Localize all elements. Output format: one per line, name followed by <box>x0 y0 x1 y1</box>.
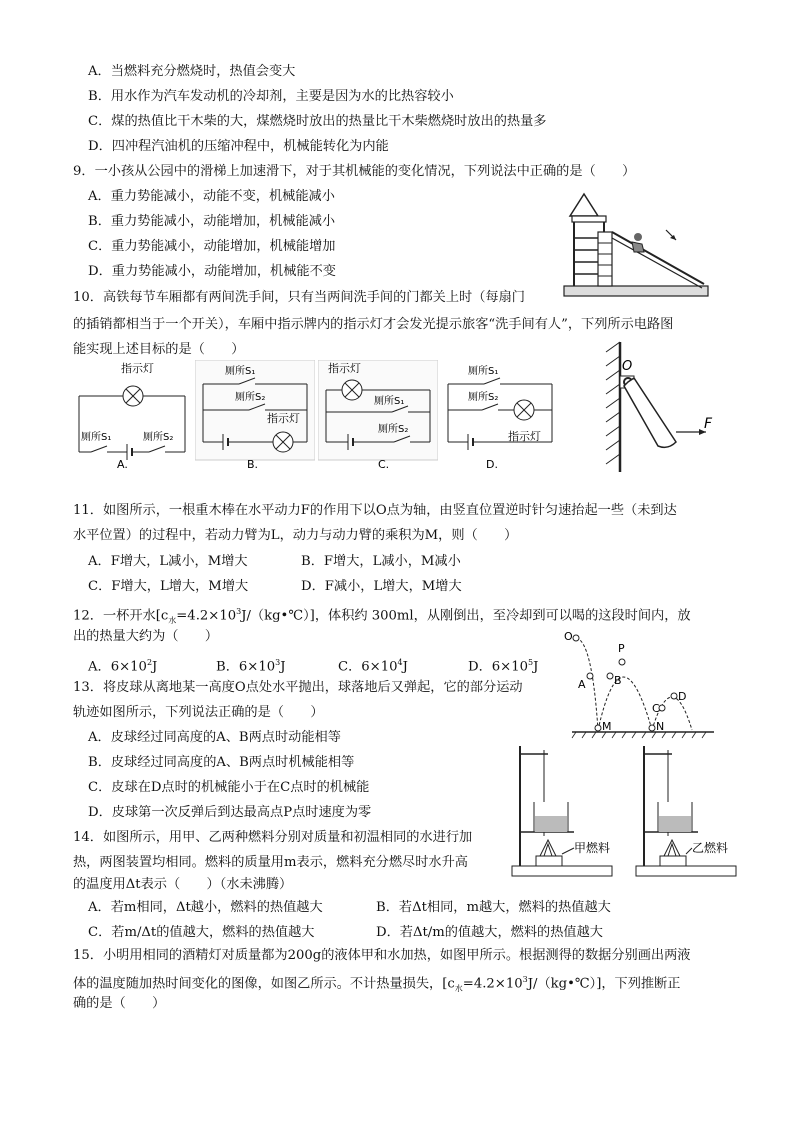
circuit-a <box>73 360 191 470</box>
circuit-a-s2-label: 厕所S₂ <box>143 432 174 443</box>
q14-line2: 热，两图装置均相同。燃料的质量用m表示，燃料充分燃尽时水升高 <box>73 855 468 870</box>
q13-line1: 13．将皮球从离地某一高度O点处水平抛出，球落地后又弹起，它的部分运动 <box>73 680 523 695</box>
q12-option-a: A．$6\times 10^2J$ <box>88 658 158 675</box>
q11-line2: 水平位置）的过程中，若动力臂为L，动力与动力臂的乘积为M，则（ ） <box>73 528 518 543</box>
circuit-c-lamp-label: 指示灯 <box>328 362 361 375</box>
q11-option-a: A．F增大，L减小，M增大 <box>88 554 248 569</box>
ball-label-a: A <box>578 678 586 691</box>
q11-option-b: B．F增大，L减小，M减小 <box>301 554 461 569</box>
q12-option-c: C．$6\times 10^4J$ <box>338 658 408 675</box>
q15-line3: 确的是（ ） <box>73 996 166 1011</box>
circuit-d-lamp-label: 指示灯 <box>508 430 541 443</box>
q9-option-b: B．重力势能减小，动能增加，机械能减小 <box>88 214 336 229</box>
q11-option-d: D．F减小，L增大，M增大 <box>301 579 462 594</box>
circuit-a-label: A. <box>117 458 128 470</box>
q8-option-b: B．用水作为汽车发动机的冷却剂，主要是因为水的比热容较小 <box>88 89 454 104</box>
q9-option-a: A．重力势能减小，动能不变，机械能减小 <box>88 189 335 204</box>
circuit-c-label: C. <box>378 458 390 470</box>
q12-option-d: D．$6\times 10^5J$ <box>468 658 539 675</box>
q9-option-c: C．重力势能减小，动能增加，机械能增加 <box>88 239 336 254</box>
q14-option-d: D．若Δt/m的值越大，燃料的热值越大 <box>376 925 603 940</box>
heating-apparatus-figure <box>508 740 740 882</box>
ball-trajectory-figure <box>562 628 718 740</box>
circuit-b <box>195 360 315 470</box>
q10-line2: 的插销都相当于一个开关），车厢中指示牌内的指示灯才会发光提示旅客“洗手间有人”，下列所示电路图 <box>73 317 674 332</box>
q8-option-a: A．当燃料充分燃烧时，热值会变大 <box>88 64 296 79</box>
circuit-b-s1-label: 厕所S₁ <box>225 366 256 377</box>
q12-line1: 12．一杯开水$[c_水=4.2\times 10^3J/(kg•℃)]$，体积约 300ml，从刚倒出，至冷却到可以喝的这段时间内，放 <box>73 607 691 626</box>
q14-option-c: C．若m/Δt的值越大，燃料的热值越大 <box>88 925 315 940</box>
ball-label-o: O <box>564 630 573 643</box>
ball-label-c: C <box>652 702 660 715</box>
circuit-c <box>318 360 438 470</box>
q15-line1: 15．小明用相同的酒精灯对质量都为200g的液体甲和水加热，如图甲所示。根据测得的数据分别画出两液 <box>73 948 691 963</box>
ball-label-p: P <box>618 642 625 655</box>
fuel-a-label: 甲燃料 <box>574 841 611 855</box>
q13-option-c: C．皮球在D点时的机械能小于在C点时的机械能 <box>88 780 370 795</box>
q14-option-a: A．若m相同，Δt越小，燃料的热值越大 <box>88 900 323 915</box>
slide-figure <box>562 188 712 300</box>
q12-line2: 出的热量大约为（ ） <box>73 629 219 644</box>
q13-option-d: D．皮球第一次反弹后到达最高点P点时速度为零 <box>88 805 372 820</box>
q14-line3: 的温度用Δt表示（ ）（水未沸腾） <box>73 877 293 892</box>
circuit-b-s2-label: 厕所S₂ <box>235 392 266 403</box>
q13-option-b: B．皮球经过同高度的A、B两点时机械能相等 <box>88 755 355 770</box>
q8-option-d: D．四冲程汽油机的压缩冲程中，机械能转化为内能 <box>88 139 389 154</box>
q11-option-c: C．F增大，L增大，M增大 <box>88 579 249 594</box>
circuit-b-lamp-label: 指示灯 <box>267 412 300 425</box>
ball-label-n: N <box>656 720 665 733</box>
q13-option-a: A．皮球经过同高度的A、B两点时动能相等 <box>88 730 341 745</box>
circuit-c-s2-label: 厕所S₂ <box>378 424 409 435</box>
q9-option-d: D．重力势能减小，动能增加，机械能不变 <box>88 264 336 279</box>
circuit-d-s1-label: 厕所S₁ <box>468 366 499 377</box>
circuit-d-s2-label: 厕所S₂ <box>468 392 499 403</box>
circuit-a-s1-label: 厕所S₁ <box>81 432 112 443</box>
circuit-c-s1-label: 厕所S₁ <box>374 396 405 407</box>
ball-label-d: D <box>678 690 687 703</box>
fuel-b-label: 乙燃料 <box>692 841 729 855</box>
lever-figure <box>598 338 728 478</box>
q10-line3: 能实现上述目标的是（ ） <box>73 342 245 357</box>
circuit-b-label: B. <box>247 458 259 470</box>
q14-line1: 14．如图所示，用甲、乙两种燃料分别对质量和初温相同的水进行加 <box>73 830 473 845</box>
q8-option-c: C．煤的热值比干木柴的大，煤燃烧时放出的热量比干木柴燃烧时放出的热量多 <box>88 114 547 129</box>
q10-line1: 10．高铁每节车厢都有两间洗手间，只有当两间洗手间的门都关上时（每扇门 <box>73 290 525 305</box>
ball-label-b: B <box>614 674 622 687</box>
ball-label-m: M <box>602 720 612 733</box>
circuit-d <box>440 360 560 470</box>
q13-line2: 轨迹如图所示，下列说法正确的是（ ） <box>73 705 324 720</box>
q15-line2: 体的温度随加热时间变化的图像，如图乙所示。不计热量损失，$[c_水=4.2\times 10^3J/(kg•℃)]$，下列推断正 <box>73 975 681 994</box>
q14-option-b: B．若Δt相同，m越大，燃料的热值越大 <box>376 900 611 915</box>
circuit-a-lamp-label: 指示灯 <box>121 362 154 375</box>
q9-stem: 9．一小孩从公园中的滑梯上加速滑下，对于其机械能的变化情况，下列说法中正确的是（ ） <box>73 164 636 179</box>
q12-option-b: B．$6\times 10^3J$ <box>216 658 286 675</box>
lever-pivot-label: O <box>622 359 633 374</box>
circuit-d-label: D. <box>486 458 498 470</box>
lever-force-label: F <box>704 416 713 432</box>
q11-line1: 11．如图所示，一根重木棒在水平动力F的作用下以O点为轴，由竖直位置逆时针匀速抬起一些（未到达 <box>73 503 677 518</box>
